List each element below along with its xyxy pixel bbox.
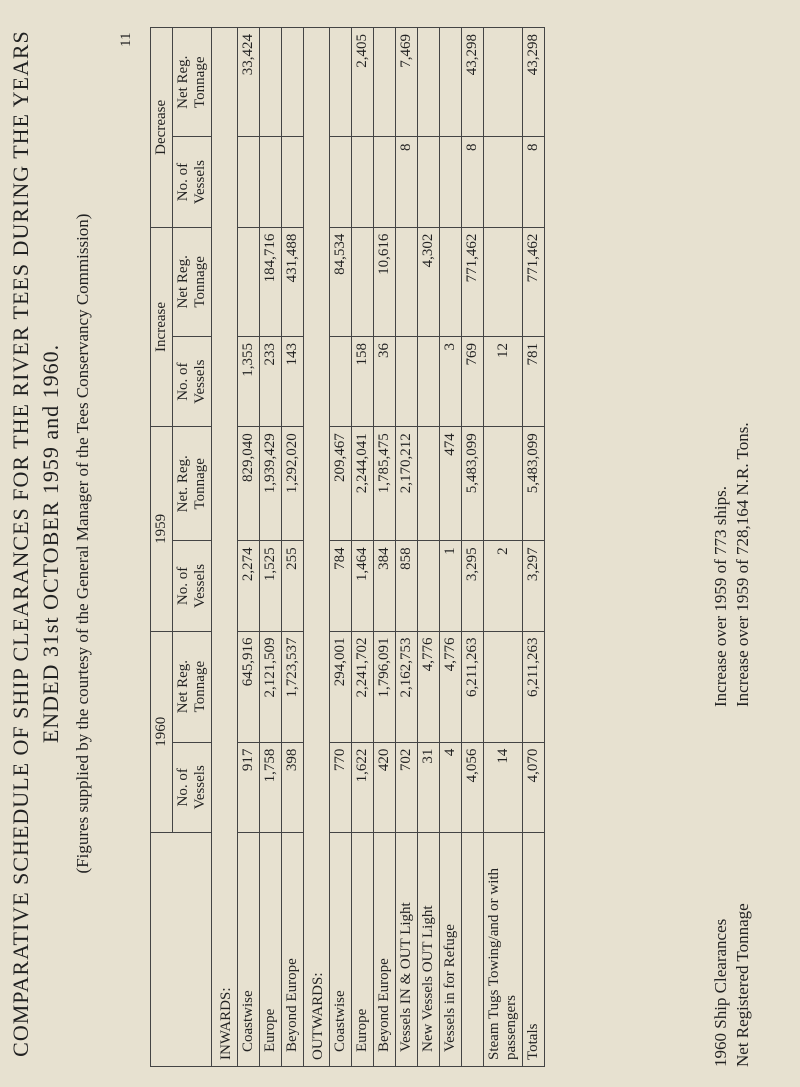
- cell: 858: [396, 541, 418, 631]
- table-row: [330, 28, 352, 1067]
- col-vessels-decrease: No. of Vessels: [173, 137, 212, 227]
- header-1960: 1960: [151, 631, 173, 832]
- cell: [440, 227, 462, 336]
- clearance-table: [150, 27, 545, 1067]
- cell: 829,040: [238, 427, 260, 541]
- cell: 2,170,212: [396, 427, 418, 541]
- cell: [484, 227, 523, 336]
- row-label: Coastwise: [330, 832, 352, 1066]
- cell: 770: [330, 742, 352, 832]
- col-vessels-increase: No. of Vessels: [173, 337, 212, 427]
- cell: 398: [282, 742, 304, 832]
- cell: 43,298: [462, 28, 484, 137]
- cell: 1,758: [260, 742, 282, 832]
- cell: 4,776: [418, 631, 440, 742]
- cell: 6,211,263: [523, 631, 545, 742]
- cell: [330, 337, 352, 427]
- header-decrease: Decrease: [151, 28, 173, 228]
- cell: 1,622: [352, 742, 374, 832]
- row-label: New Vessels OUT Light: [418, 832, 440, 1066]
- section-label: OUTWARDS:: [304, 28, 330, 1067]
- header-1959: 1959: [151, 427, 173, 631]
- cell: 1,785,475: [374, 427, 396, 541]
- cell: 4,070: [523, 742, 545, 832]
- note-value: Increase over 1959 of 728,164 N.R. Tons.: [733, 422, 752, 707]
- col-vessels-1959: No. of Vessels: [173, 541, 212, 631]
- cell: 474: [440, 427, 462, 541]
- cell: [374, 28, 396, 137]
- cell: [238, 227, 260, 336]
- cell: 8: [396, 137, 418, 227]
- cell: 8: [462, 137, 484, 227]
- cell: [396, 227, 418, 336]
- title-line-2: ENDED 31st OCTOBER 1959 and 1960.: [38, 343, 63, 744]
- table-row: [440, 28, 462, 1067]
- cell: [282, 28, 304, 137]
- cell: 6,211,263: [462, 631, 484, 742]
- cell: 184,716: [260, 227, 282, 336]
- cell: 1,939,429: [260, 427, 282, 541]
- cell: [484, 137, 523, 227]
- cell: 2,121,509: [260, 631, 282, 742]
- cell: [440, 137, 462, 227]
- row-label: Europe: [260, 832, 282, 1066]
- note-label: Net Registered Tonnage: [733, 903, 752, 1067]
- cell: 3,297: [523, 541, 545, 631]
- cell: 2,405: [352, 28, 374, 137]
- cell: 4,776: [440, 631, 462, 742]
- cell: 4,056: [462, 742, 484, 832]
- cell: 2,162,753: [396, 631, 418, 742]
- cell: 233: [260, 337, 282, 427]
- col-vessels-1960: No. of Vessels: [173, 742, 212, 832]
- cell: [330, 137, 352, 227]
- cell: 2: [484, 541, 523, 631]
- section-inwards: [212, 28, 238, 1067]
- cell: 33,424: [238, 28, 260, 137]
- cell: [440, 28, 462, 137]
- cell: 781: [523, 337, 545, 427]
- cell: 36: [374, 337, 396, 427]
- subtotal-row: [462, 28, 484, 1067]
- cell: [418, 337, 440, 427]
- note-row: [732, 27, 754, 1067]
- row-label: Europe: [352, 832, 374, 1066]
- cell: 7,469: [396, 28, 418, 137]
- cell: [396, 337, 418, 427]
- cell: 769: [462, 337, 484, 427]
- tugs-row: [484, 28, 523, 1067]
- cell: 3: [440, 337, 462, 427]
- cell: 12: [484, 337, 523, 427]
- cell: 1,355: [238, 337, 260, 427]
- cell: 255: [282, 541, 304, 631]
- cell: 420: [374, 742, 396, 832]
- cell: 1,723,537: [282, 631, 304, 742]
- table-row: [374, 28, 396, 1067]
- table-row: [352, 28, 374, 1067]
- cell: [260, 28, 282, 137]
- cell: [352, 227, 374, 336]
- cell: 5,483,099: [523, 427, 545, 541]
- cell: 14: [484, 742, 523, 832]
- note-value: Increase over 1959 of 773 ships.: [711, 486, 730, 707]
- cell: 1,796,091: [374, 631, 396, 742]
- col-tonnage-decrease: Net Reg. Tonnage: [173, 28, 212, 137]
- cell: 4,302: [418, 227, 440, 336]
- table-row: [238, 28, 260, 1067]
- col-tonnage-1960: Net Reg. Tonnage: [173, 631, 212, 742]
- cell: 294,001: [330, 631, 352, 742]
- table-row: [418, 28, 440, 1067]
- cell: 771,462: [462, 227, 484, 336]
- cell: 1: [440, 541, 462, 631]
- cell: 1,292,020: [282, 427, 304, 541]
- row-label: Steam Tugs Towing/and or with passengers: [484, 832, 523, 1066]
- col-tonnage-increase: Net Reg. Tonnage: [173, 227, 212, 336]
- cell: 771,462: [523, 227, 545, 336]
- cell: 31: [418, 742, 440, 832]
- cell: 702: [396, 742, 418, 832]
- cell: 4: [440, 742, 462, 832]
- row-label: Vessels IN & OUT Light: [396, 832, 418, 1066]
- cell: 645,916: [238, 631, 260, 742]
- cell: 84,534: [330, 227, 352, 336]
- notes: [710, 27, 754, 1067]
- blank-header: [151, 832, 212, 1066]
- table-row: [282, 28, 304, 1067]
- row-label: Vessels in for Refuge: [440, 832, 462, 1066]
- section-label: INWARDS:: [212, 28, 238, 1067]
- row-label: Coastwise: [238, 832, 260, 1066]
- cell: [418, 28, 440, 137]
- cell: [352, 137, 374, 227]
- cell: 431,488: [282, 227, 304, 336]
- cell: 10,616: [374, 227, 396, 336]
- row-label: Beyond Europe: [282, 832, 304, 1066]
- cell: 917: [238, 742, 260, 832]
- row-label: Beyond Europe: [374, 832, 396, 1066]
- cell: [418, 137, 440, 227]
- cell: 2,241,702: [352, 631, 374, 742]
- header-increase: Increase: [151, 227, 173, 427]
- cell: [418, 427, 440, 541]
- cell: 2,244,041: [352, 427, 374, 541]
- cell: 8: [523, 137, 545, 227]
- page-number: 11: [118, 32, 134, 47]
- cell: 784: [330, 541, 352, 631]
- cell: [238, 137, 260, 227]
- subtitle: (Figures supplied by the courtesy of the General Manager of the Tees Conservancy Commission): [73, 213, 92, 874]
- cell: 158: [352, 337, 374, 427]
- cell: [374, 137, 396, 227]
- cell: [330, 28, 352, 137]
- note-row: [710, 27, 732, 1067]
- totals-row: [523, 28, 545, 1067]
- section-outwards: [304, 28, 330, 1067]
- cell: [260, 137, 282, 227]
- cell: [484, 631, 523, 742]
- cell: 143: [282, 337, 304, 427]
- col-tonnage-1959: Net. Reg. Tonnage: [173, 427, 212, 541]
- cell: 1,525: [260, 541, 282, 631]
- table-row: [396, 28, 418, 1067]
- cell: 2,274: [238, 541, 260, 631]
- cell: 1,464: [352, 541, 374, 631]
- cell: [484, 28, 523, 137]
- cell: 209,467: [330, 427, 352, 541]
- cell: 3,295: [462, 541, 484, 631]
- row-label: [462, 832, 484, 1066]
- table-row: [260, 28, 282, 1067]
- cell: [282, 137, 304, 227]
- cell: 384: [374, 541, 396, 631]
- cell: [418, 541, 440, 631]
- title-line-1: COMPARATIVE SCHEDULE OF SHIP CLEARANCES FOR THE RIVER TEES DURING THE YEARS: [8, 30, 33, 1057]
- note-label: 1960 Ship Clearances: [711, 918, 730, 1067]
- cell: 43,298: [523, 28, 545, 137]
- cell: [484, 427, 523, 541]
- cell: 5,483,099: [462, 427, 484, 541]
- header-row-years: [151, 28, 173, 1067]
- row-label: Totals: [523, 832, 545, 1066]
